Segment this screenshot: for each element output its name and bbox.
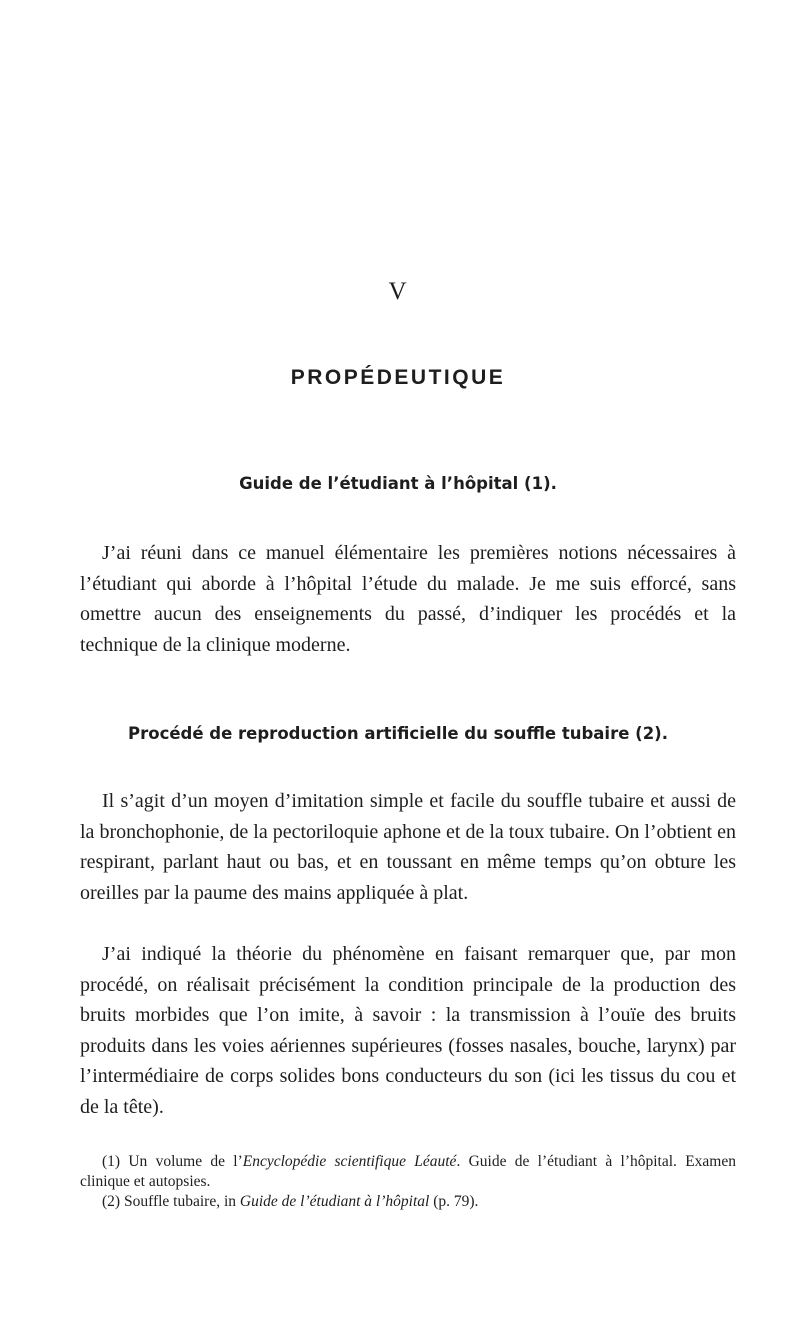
footnote-1-text-after: . Guide de l’étudiant à l’hôpital. Examen clinique et autopsies. [80,1153,736,1190]
paragraph-souffle-1-text: Il s’agit d’un moyen d’imitation simple et facile du souffle tubaire et aussi de la bronchophonie, de la pectoriloquie aphone et de la toux tubaire. On l’obtient en respirant, parlant haut ou bas, et en toussant en même temps qu’on obture les oreilles par la paume des mains appliquée à plat. [80,790,736,904]
chapter-number: V [388,278,408,305]
footnote-1-italic: Encyclopédie scientifique Léauté [242,1153,457,1170]
paragraph-guide [80,538,736,660]
section-heading-guide: Guide de l’étudiant à l’hôpital (1). [239,474,557,493]
footnote-2-italic: Guide de l’étudiant à l’hôpital [239,1193,430,1210]
paragraph-guide-text: J’ai réuni dans ce manuel élémentaire les premières notions nécessaires à l’étudiant qui aborde à l’hôpital l’étude du malade. Je me suis efforcé, sans omettre aucun des enseignements du passé, d’indiquer les procédés et la technique de la clinique moderne. [80,542,736,656]
footnote-1 [80,1152,736,1192]
paragraph-souffle-2-text: J’ai indiqué la théorie du phénomène en faisant remarquer que, par mon procédé, on réalisait précisément la condition principale de la production des bruits morbides que l’on imite, à savoir : la transmission à l’ouïe des bruits produits dans les voies aériennes supérieures (fosses nasales, bouche, larynx) par l’intermédiaire de corps solides bons conducteurs du son (ici les tissus du cou et de la tête). [80,943,736,1118]
footnotes [80,1152,736,1212]
paragraph-souffle-1 [80,786,736,908]
footnote-1-marker: (1) [102,1153,121,1170]
footnote-2-text-before: Souffle tubaire, in [120,1193,240,1210]
paragraph-souffle-2 [80,939,736,1122]
footnote-2 [80,1192,736,1212]
chapter-title: PROPÉDEUTIQUE [290,366,506,389]
footnote-2-marker: (2) [102,1193,121,1210]
footnote-2-text-after: (p. 79). [429,1193,479,1210]
section-heading-souffle: Procédé de reproduction artificielle du souffle tubaire (2). [128,724,668,743]
footnote-1-text-before: Un volume de l’ [120,1153,243,1170]
